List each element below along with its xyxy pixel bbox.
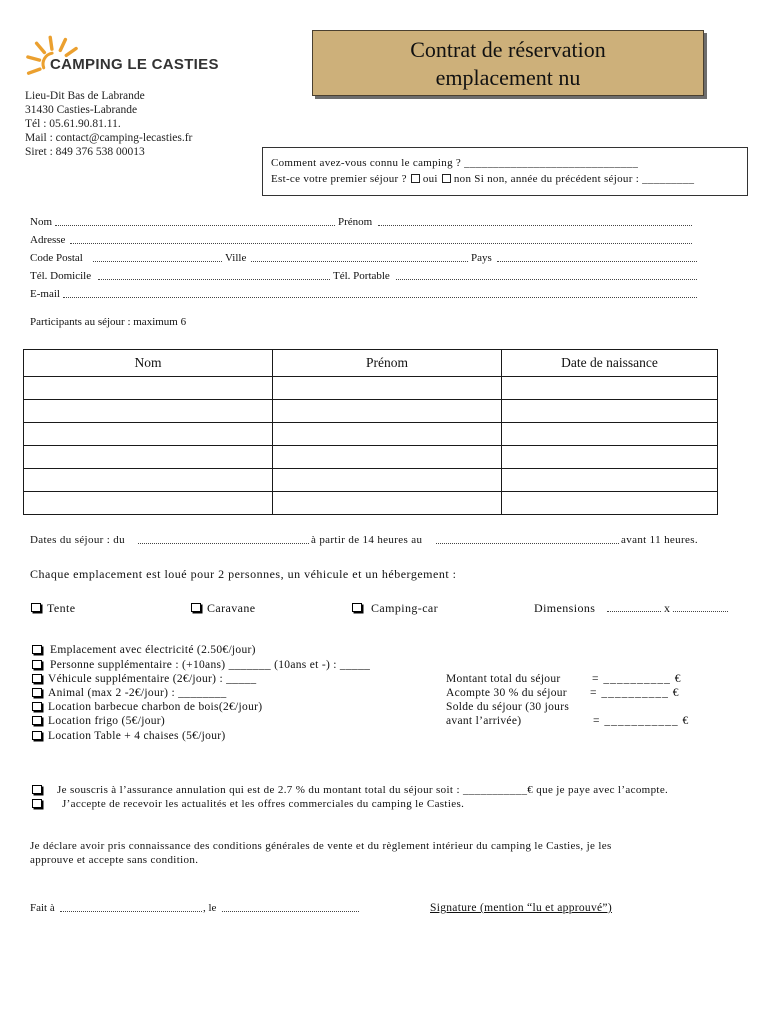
participants-label: Participants au séjour : maximum 6	[30, 316, 187, 328]
signature-label: Signature (mention “lu et approuvé”)	[430, 902, 612, 914]
address-street: Lieu-Dit Bas de Labrande	[25, 90, 145, 102]
checkbox-animal[interactable]	[32, 688, 42, 697]
participant-row	[24, 469, 718, 492]
participant-naissance-cell[interactable]	[502, 446, 718, 469]
address-phone: Tél : 05.61.90.81.11.	[25, 118, 121, 130]
participants-header-row	[24, 350, 718, 377]
checkbox-tente[interactable]	[31, 603, 41, 612]
checkbox-first-stay-oui[interactable]	[411, 174, 420, 183]
departure-time-label: avant 11 heures.	[621, 534, 698, 546]
participant-naissance-cell[interactable]	[502, 423, 718, 446]
checkbox-newsletter[interactable]	[32, 799, 42, 808]
first-stay-question	[271, 171, 747, 187]
oui-label: oui	[422, 173, 438, 185]
date-field[interactable]	[222, 901, 359, 912]
insurance-text: Je souscris à l’assurance annulation qui est de 2.7 % du montant total du séjour soit : ___________€ que je paye avec l’acompte.	[57, 784, 669, 796]
country-label: Pays	[471, 252, 492, 264]
balance-label-line-1: Solde du séjour (30 jours	[446, 701, 570, 713]
caravane-label: Caravane	[207, 601, 256, 615]
last-name-label: Nom	[30, 216, 52, 228]
mobile-phone-label: Tél. Portable	[333, 270, 390, 282]
dimension-length-field[interactable]	[607, 601, 661, 612]
option-table-chaises: Location Table + 4 chaises (5€/jour)	[48, 730, 226, 742]
participant-naissance-cell[interactable]	[502, 400, 718, 423]
participant-nom-cell[interactable]	[24, 377, 273, 400]
city-label: Ville	[225, 252, 247, 264]
checkbox-frigo[interactable]	[32, 716, 42, 725]
deposit-value[interactable]: = __________ €	[590, 687, 680, 699]
first-name-field[interactable]	[378, 215, 692, 226]
email-field[interactable]	[63, 287, 697, 298]
city-field[interactable]	[251, 251, 468, 262]
participant-row	[24, 423, 718, 446]
postal-code-label: Code Postal	[30, 252, 83, 264]
date-label: , le	[203, 902, 217, 914]
participant-prenom-cell[interactable]	[273, 400, 502, 423]
option-barbecue: Location barbecue charbon de bois(2€/jour)	[48, 701, 263, 713]
arrival-date-field[interactable]	[138, 533, 309, 544]
place-label: Fait à	[30, 902, 55, 914]
dimension-width-field[interactable]	[673, 601, 728, 612]
first-name-label: Prénom	[338, 216, 373, 228]
dimensions-label: Dimensions	[534, 601, 596, 615]
balance-value[interactable]: = ___________ €	[593, 715, 690, 727]
participant-naissance-cell[interactable]	[502, 492, 718, 515]
participant-prenom-cell[interactable]	[273, 469, 502, 492]
dimensions-separator: x	[664, 601, 671, 615]
column-header-date-naissance: Date de naissance	[502, 350, 718, 377]
participant-nom-cell[interactable]	[24, 400, 273, 423]
total-label: Montant total du séjour	[446, 673, 561, 685]
declaration-line-1: Je déclare avoir pris connaissance des conditions générales de vente et du règlement intérieur du camping le Casties, je les	[30, 840, 612, 852]
option-animal: Animal (max 2 -2€/jour) : ________	[48, 687, 227, 699]
checkbox-personne-supplementaire[interactable]	[32, 660, 42, 669]
participant-nom-cell[interactable]	[24, 492, 273, 515]
contract-title-box	[312, 30, 704, 96]
first-stay-label: Est-ce votre premier séjour ?	[271, 173, 407, 185]
newsletter-text: J’accepte de recevoir les actualités et les offres commerciales du camping le Casties.	[62, 798, 465, 810]
participant-nom-cell[interactable]	[24, 469, 273, 492]
contract-title-line-2: emplacement nu	[435, 65, 581, 90]
stay-from-label: Dates du séjour : du	[30, 534, 125, 546]
participant-prenom-cell[interactable]	[273, 492, 502, 515]
mobile-phone-field[interactable]	[396, 269, 697, 280]
checkbox-camping-car[interactable]	[352, 603, 362, 612]
participant-row	[24, 377, 718, 400]
participant-nom-cell[interactable]	[24, 423, 273, 446]
checkbox-barbecue[interactable]	[32, 702, 42, 711]
checkbox-vehicule-supplementaire[interactable]	[32, 674, 42, 683]
column-header-nom: Nom	[24, 350, 273, 377]
address-field[interactable]	[70, 233, 692, 244]
address-siret: Siret : 849 376 538 00013	[25, 146, 145, 158]
tente-label: Tente	[47, 601, 76, 615]
declaration-line-2: approuve et accepte sans condition.	[30, 854, 199, 866]
logo-wordmark: CAMPING LE CASTIES	[50, 56, 219, 73]
address-label: Adresse	[30, 234, 66, 246]
checkbox-table-chaises[interactable]	[32, 731, 42, 740]
option-vehicule-supplementaire: Véhicule supplémentaire (2€/jour) : _____	[48, 673, 257, 685]
balance-label-line-2: avant l’arrivée)	[446, 715, 522, 727]
departure-date-field[interactable]	[436, 533, 619, 544]
postal-code-field[interactable]	[93, 251, 222, 262]
participant-row	[24, 400, 718, 423]
how-did-you-know-question: Comment avez-vous connu le camping ? ______________________________	[271, 157, 639, 169]
option-electricite: Emplacement avec électricité (2.50€/jour)	[50, 644, 256, 656]
participant-row	[24, 492, 718, 515]
place-field[interactable]	[60, 901, 202, 912]
arrival-time-label: à partir de 14 heures au	[311, 534, 423, 546]
email-label: E-mail	[30, 288, 60, 300]
address-city: 31430 Casties-Labrande	[25, 104, 138, 116]
deposit-label: Acompte 30 % du séjour	[446, 687, 567, 699]
pitch-intro: Chaque emplacement est loué pour 2 personnes, un véhicule et un hébergement :	[30, 567, 457, 581]
last-name-field[interactable]	[55, 215, 335, 226]
non-label: non Si non, année du précédent séjour : _________	[453, 173, 695, 185]
checkbox-caravane[interactable]	[191, 603, 201, 612]
camping-car-label: Camping-car	[371, 601, 439, 615]
checkbox-electricite[interactable]	[32, 645, 42, 654]
checkbox-assurance-annulation[interactable]	[32, 785, 42, 794]
address-mail: Mail : contact@camping-lecasties.fr	[25, 132, 193, 144]
participant-prenom-cell[interactable]	[273, 377, 502, 400]
participant-prenom-cell[interactable]	[273, 423, 502, 446]
participant-row	[24, 446, 718, 469]
contract-title-line-1: Contrat de réservation	[410, 37, 606, 62]
participant-nom-cell[interactable]	[24, 446, 273, 469]
participants-rows	[24, 377, 718, 515]
participant-prenom-cell[interactable]	[273, 446, 502, 469]
option-frigo: Location frigo (5€/jour)	[48, 715, 166, 727]
column-header-prenom: Prénom	[273, 350, 502, 377]
survey-box	[262, 147, 748, 196]
checkbox-first-stay-non[interactable]	[442, 174, 451, 183]
participants-table	[23, 349, 718, 515]
home-phone-field[interactable]	[98, 269, 330, 280]
country-field[interactable]	[497, 251, 697, 262]
option-personne-supplementaire: Personne supplémentaire : (+10ans) _______ (10ans et -) : _____	[50, 659, 371, 671]
camping-address	[25, 89, 192, 159]
participant-naissance-cell[interactable]	[502, 377, 718, 400]
total-value[interactable]: = __________ €	[592, 673, 682, 685]
home-phone-label: Tél. Domicile	[30, 270, 92, 282]
participant-naissance-cell[interactable]	[502, 469, 718, 492]
